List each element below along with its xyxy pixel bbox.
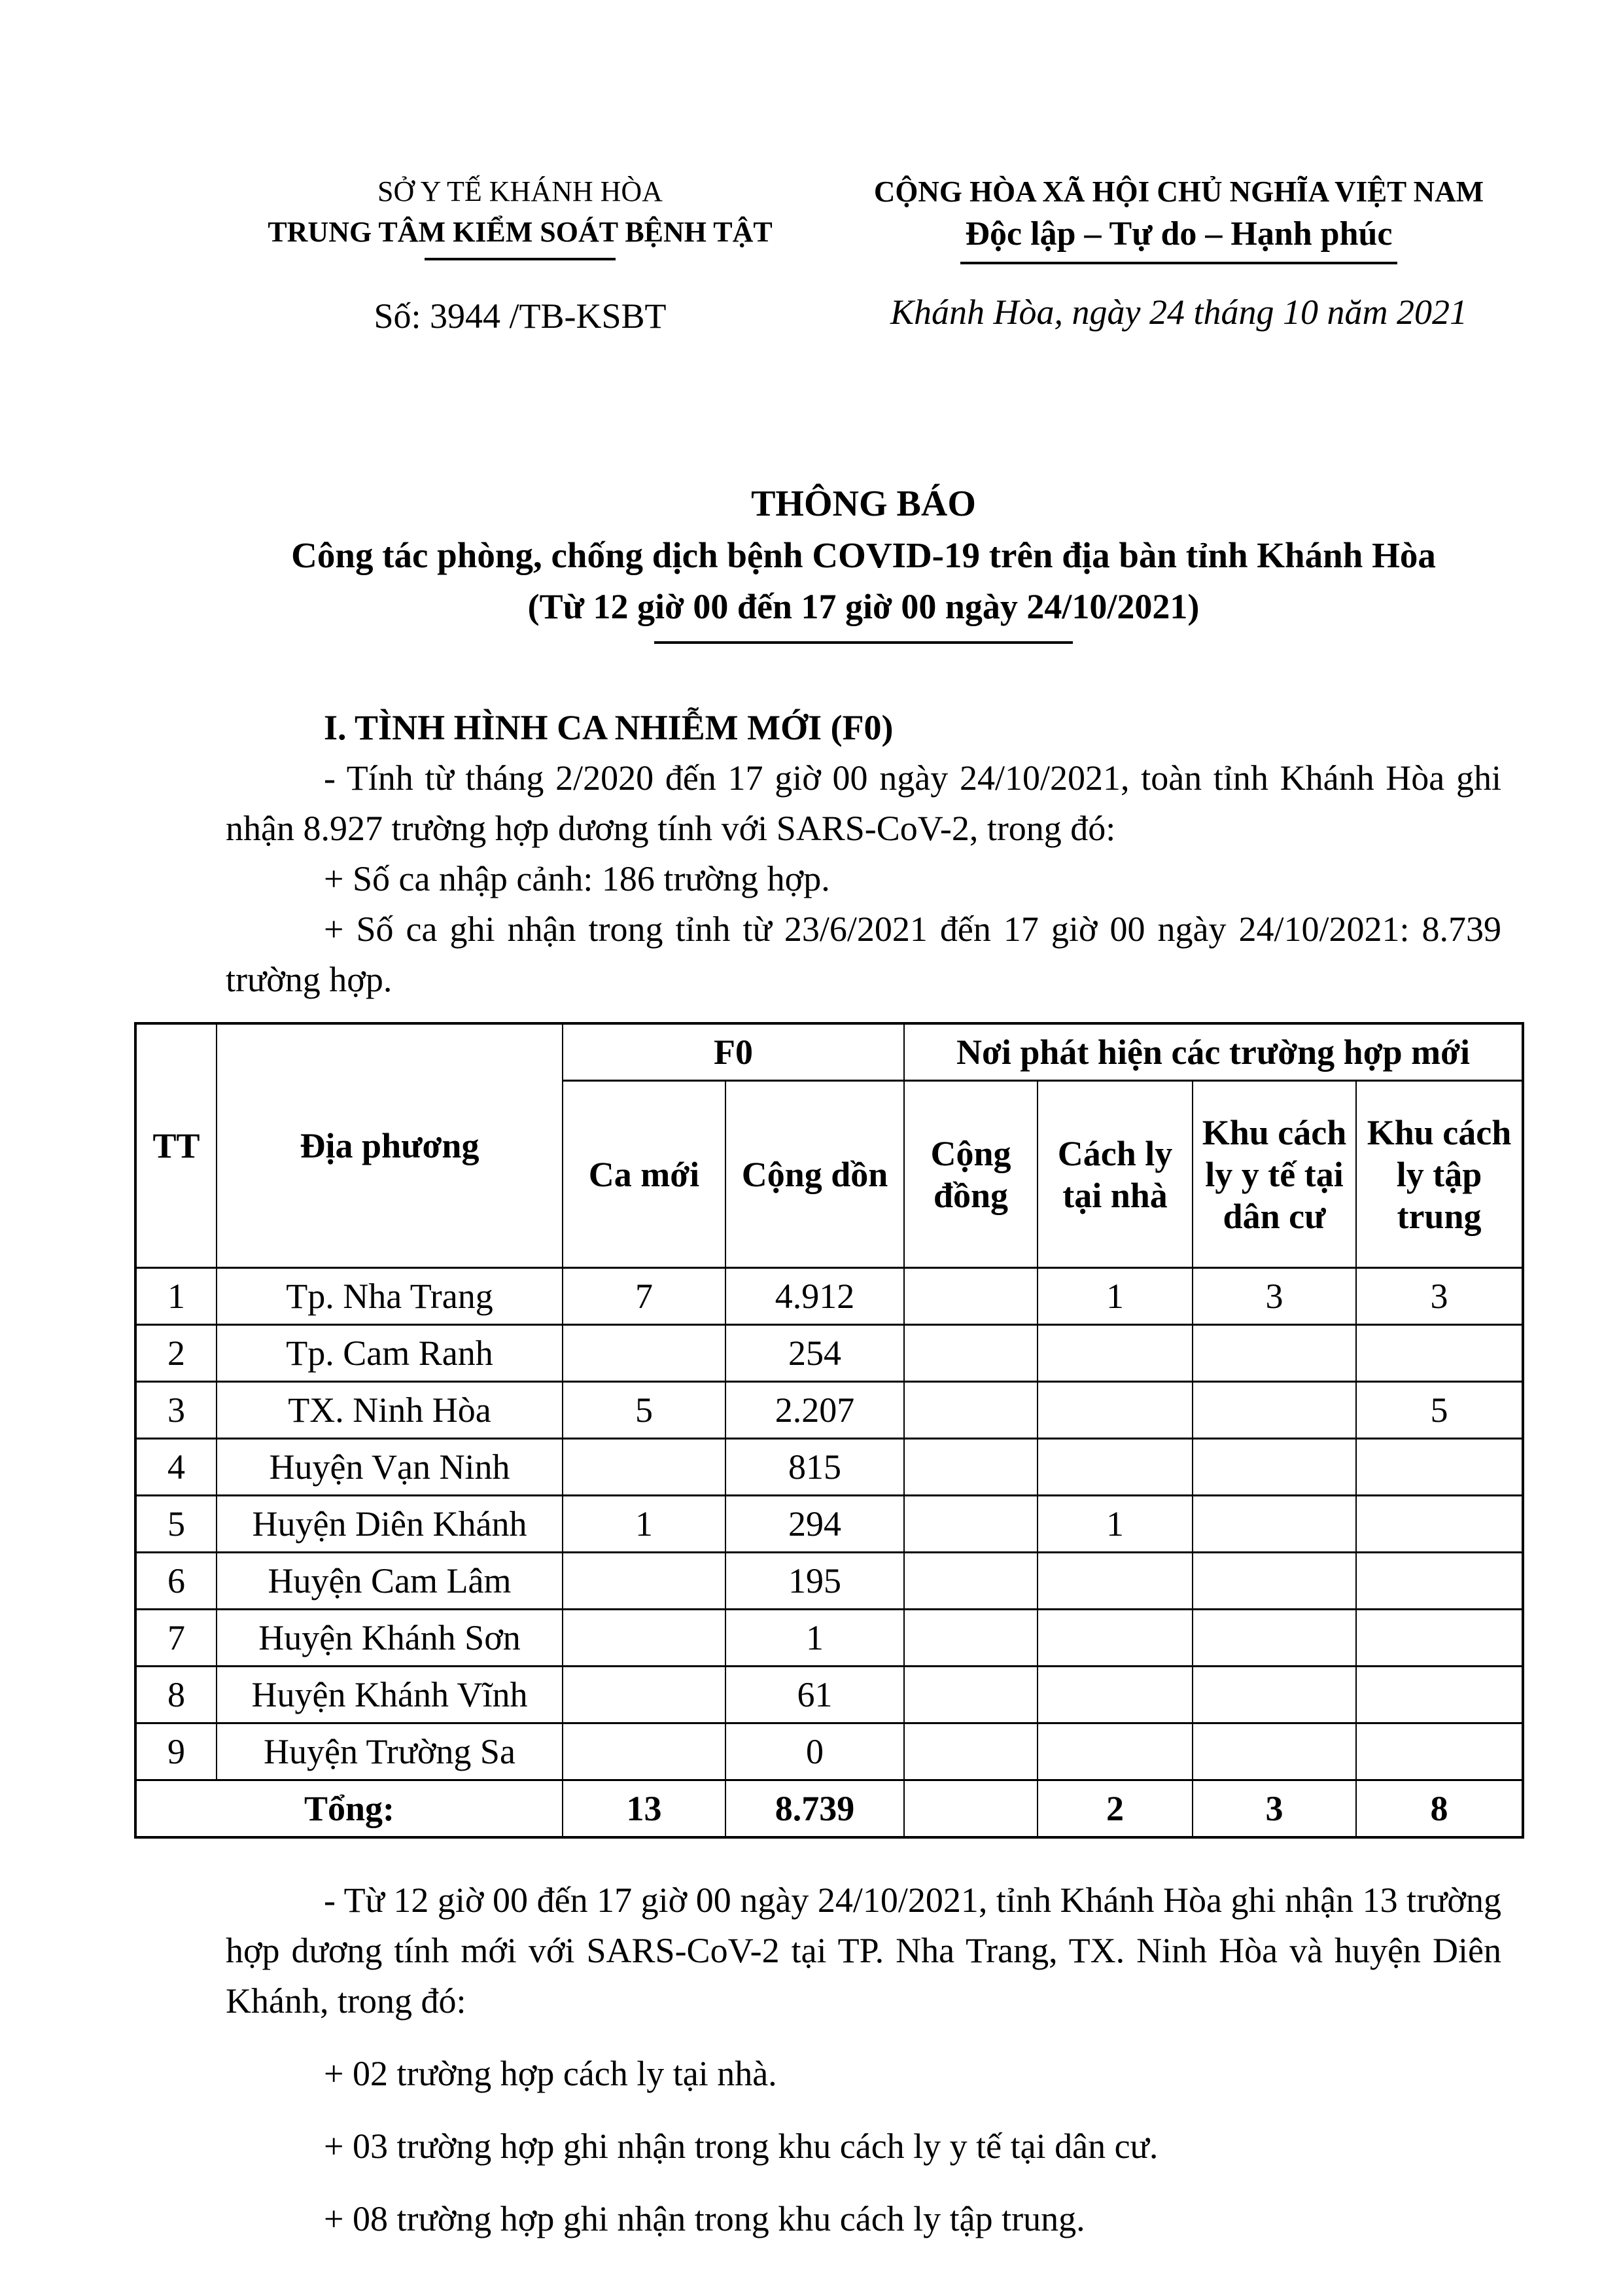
table-total-row [135,1780,1523,1838]
cell-home-quarantine [1038,1610,1193,1667]
cell-medical-quarantine [1193,1553,1356,1610]
total-label: Tổng: [135,1780,563,1838]
total-new-cases: 13 [563,1780,725,1838]
document-body [0,478,1623,1005]
section-2-paragraph: - Từ 12 giờ 00 đến 17 giờ 00 ngày 24/10/2021, tỉnh Khánh Hòa ghi nhận 13 trường hợp dương tính mới với SARS-CoV-2 tại TP. Nha Trang, TX. Ninh Hòa và huyện Diên Khánh, trong đó: [226,1881,1501,2021]
cell-central-quarantine [1356,1667,1523,1723]
section-1-heading: I. TÌNH HÌNH CA NHIỄM MỚI (F0) [324,708,894,747]
title-line2: Công tác phòng, chống dịch bệnh COVID-19 trên địa bàn tỉnh Khánh Hòa [291,535,1436,575]
cell-cumulative: 1 [725,1610,904,1667]
cell-cumulative: 4.912 [725,1268,904,1325]
section-2-item: + 08 trường hợp ghi nhận trong khu cách ly tập trung. [324,2199,1085,2238]
section-1-paragraph: - Tính từ tháng 2/2020 đến 17 giờ 00 ngày 24/10/2021, toàn tỉnh Khánh Hòa ghi nhận 8.927 trường hợp dương tính với SARS-CoV-2, trong đó: [226,758,1501,848]
cell-community [904,1325,1038,1382]
total-central-quarantine: 8 [1356,1780,1523,1838]
cell-locality: Huyện Diên Khánh [217,1496,563,1553]
cell-new-cases [563,1610,725,1667]
table-row [135,1439,1523,1496]
cell-medical-quarantine [1193,1439,1356,1496]
cell-locality: Huyện Cam Lâm [217,1553,563,1610]
cell-locality: TX. Ninh Hòa [217,1382,563,1439]
cell-locality: Tp. Cam Ranh [217,1325,563,1382]
cell-tt: 2 [135,1325,217,1382]
national-block [826,171,1532,332]
cell-medical-quarantine [1193,1325,1356,1382]
section-2-item: + 02 trường hợp cách ly tại nhà. [324,2054,777,2093]
cell-medical-quarantine [1193,1382,1356,1439]
table-row [135,1667,1523,1723]
cell-home-quarantine [1038,1723,1193,1780]
table-row [135,1610,1523,1667]
cell-central-quarantine: 5 [1356,1382,1523,1439]
col-header-medical-quarantine: Khu cách ly y tế tại dân cư [1193,1081,1356,1268]
cell-home-quarantine [1038,1667,1193,1723]
cell-tt: 8 [135,1667,217,1723]
cell-cumulative: 2.207 [725,1382,904,1439]
section-1-paragraph: + Số ca ghi nhận trong tỉnh từ 23/6/2021 đến 17 giờ 00 ngày 24/10/2021: 8.739 trường hợp. [226,910,1501,999]
f0-statistics-table [134,1022,1524,1839]
cell-community [904,1723,1038,1780]
cell-medical-quarantine [1193,1667,1356,1723]
cell-locality: Huyện Khánh Sơn [217,1610,563,1667]
cell-cumulative: 61 [725,1667,904,1723]
national-rule [960,262,1397,264]
document-number: Số: 3944 /TB-KSBT [374,296,667,336]
cell-tt: 3 [135,1382,217,1439]
cell-medical-quarantine [1193,1723,1356,1780]
cell-central-quarantine [1356,1325,1523,1382]
title-rule [654,641,1073,644]
col-header-locality: Địa phương [217,1023,563,1268]
cell-home-quarantine [1038,1553,1193,1610]
section-1-paragraph: + Số ca nhập cảnh: 186 trường hợp. [324,859,830,898]
table-row [135,1553,1523,1610]
cell-community [904,1553,1038,1610]
cell-community [904,1268,1038,1325]
cell-locality: Huyện Trường Sa [217,1723,563,1780]
table-row [135,1723,1523,1780]
cell-tt: 5 [135,1496,217,1553]
title-line3: (Từ 12 giờ 00 đến 17 giờ 00 ngày 24/10/2021) [527,587,1200,626]
document-body-continued [0,1875,1623,2244]
cell-new-cases: 1 [563,1496,725,1553]
cell-home-quarantine: 1 [1038,1268,1193,1325]
table-header [135,1023,1523,1268]
cell-home-quarantine [1038,1382,1193,1439]
col-header-central-quarantine: Khu cách ly tập trung [1356,1081,1523,1268]
cell-medical-quarantine: 3 [1193,1268,1356,1325]
cell-cumulative: 815 [725,1439,904,1496]
cell-community [904,1439,1038,1496]
letterhead [0,171,1623,407]
cell-central-quarantine [1356,1553,1523,1610]
cell-home-quarantine [1038,1325,1193,1382]
issuer-name: SỞ Y TẾ KHÁNH HÒA [377,175,663,207]
section-1 [226,703,1501,1005]
col-group-f0: F0 [563,1023,904,1081]
total-medical-quarantine: 3 [1193,1780,1356,1838]
cell-locality: Huyện Khánh Vĩnh [217,1667,563,1723]
cell-community [904,1610,1038,1667]
cell-central-quarantine: 3 [1356,1268,1523,1325]
cell-tt: 1 [135,1268,217,1325]
national-motto-line1: CỘNG HÒA XÃ HỘI CHỦ NGHĨA VIỆT NAM [873,175,1484,208]
table-body [135,1268,1523,1780]
cell-tt: 6 [135,1553,217,1610]
table-row [135,1382,1523,1439]
cell-central-quarantine [1356,1439,1523,1496]
cell-medical-quarantine [1193,1610,1356,1667]
cell-cumulative: 0 [725,1723,904,1780]
national-motto-line2: Độc lập – Tự do – Hạnh phúc [965,215,1393,253]
cell-new-cases: 7 [563,1268,725,1325]
cell-new-cases [563,1439,725,1496]
cell-new-cases [563,1553,725,1610]
section-2-item: + 03 trường hợp ghi nhận trong khu cách ly y tế tại dân cư. [324,2127,1159,2166]
issuer-org: TRUNG TÂM KIỂM SOÁT BỆNH TẬT [268,216,773,248]
total-community [904,1780,1038,1838]
total-home-quarantine: 2 [1038,1780,1193,1838]
col-header-home-quarantine: Cách ly tại nhà [1038,1081,1193,1268]
title-block [226,478,1501,644]
cell-central-quarantine [1356,1610,1523,1667]
total-cumulative: 8.739 [725,1780,904,1838]
issuer-block [160,171,880,336]
col-header-community: Cộng đồng [904,1081,1038,1268]
cell-cumulative: 294 [725,1496,904,1553]
title-line1: THÔNG BÁO [751,484,976,524]
cell-cumulative: 195 [725,1553,904,1610]
cell-home-quarantine [1038,1439,1193,1496]
cell-medical-quarantine [1193,1496,1356,1553]
cell-community [904,1382,1038,1439]
cell-cumulative: 254 [725,1325,904,1382]
col-header-tt: TT [135,1023,217,1268]
cell-tt: 9 [135,1723,217,1780]
cell-locality: Huyện Vạn Ninh [217,1439,563,1496]
cell-central-quarantine [1356,1723,1523,1780]
table-row [135,1268,1523,1325]
col-header-new-cases: Ca mới [563,1081,725,1268]
col-group-detection: Nơi phát hiện các trường hợp mới [904,1023,1523,1081]
cell-community [904,1667,1038,1723]
cell-new-cases: 5 [563,1382,725,1439]
table-row [135,1325,1523,1382]
issuer-rule [425,258,616,260]
cell-new-cases [563,1325,725,1382]
cell-new-cases [563,1667,725,1723]
cell-locality: Tp. Nha Trang [217,1268,563,1325]
cell-central-quarantine [1356,1496,1523,1553]
dateline: Khánh Hòa, ngày 24 tháng 10 năm 2021 [890,292,1467,332]
table-row [135,1496,1523,1553]
section-2 [226,1875,1501,2244]
cell-tt: 4 [135,1439,217,1496]
cell-new-cases [563,1723,725,1780]
cell-tt: 7 [135,1610,217,1667]
cell-community [904,1496,1038,1553]
col-header-cumulative: Cộng dồn [725,1081,904,1268]
cell-home-quarantine: 1 [1038,1496,1193,1553]
